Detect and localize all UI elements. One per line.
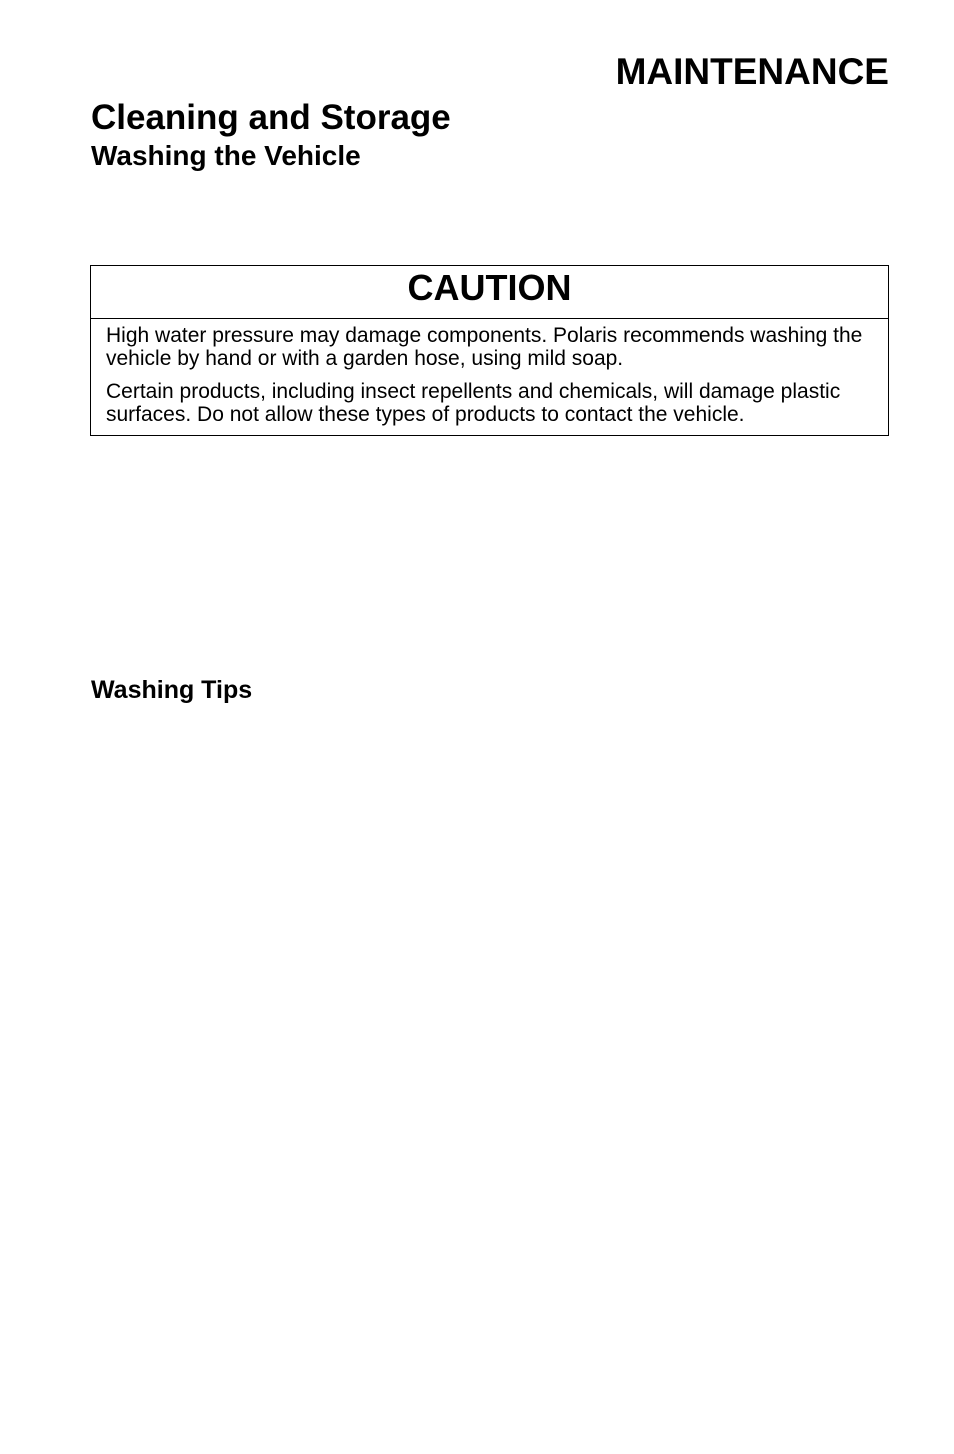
caution-paragraph-water-pressure: High water pressure may damage components. Polaris recommends washing the vehicle by hand or with a garden hose, using mild soap. (106, 324, 863, 370)
caution-box (90, 265, 889, 436)
caution-heading: CAUTION (91, 266, 888, 319)
section-title: Cleaning and Storage (91, 98, 451, 137)
caution-paragraph-chemicals: Certain products, including insect repellents and chemicals, will damage plastic surfaces. Do not allow these types of products to contact the vehicle. (106, 380, 841, 426)
washing-tips-title: Washing Tips (91, 676, 253, 704)
caution-body (91, 319, 888, 426)
subsection-title: Washing the Vehicle (91, 140, 361, 171)
chapter-title: MAINTENANCE (615, 51, 889, 92)
